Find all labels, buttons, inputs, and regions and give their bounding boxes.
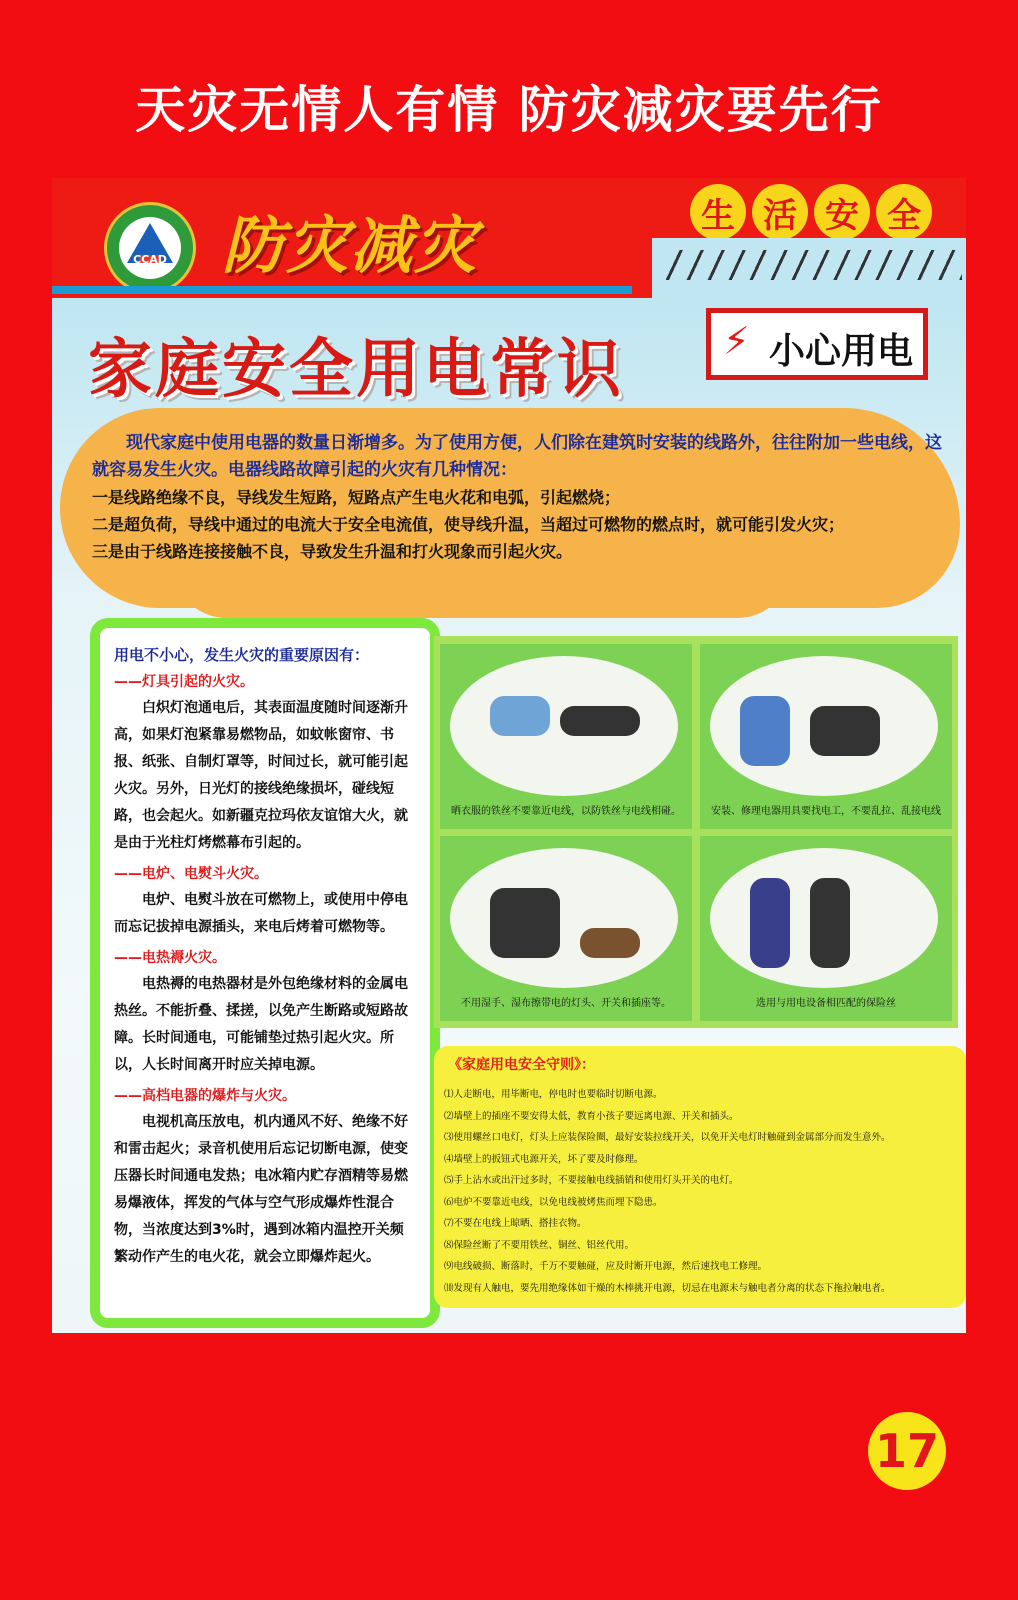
- fire-causes-content: [114, 644, 414, 1275]
- badge-char: 安: [814, 184, 870, 240]
- rule-item: ⑴人走断电，用毕断电，停电时也要临时切断电源。: [444, 1089, 663, 1100]
- causes-heading: 用电不小心，发生火灾的重要原因有：: [114, 646, 370, 664]
- clothes-shape: [560, 706, 640, 736]
- illustration-caption: 选用与用电设备相匹配的保险丝: [756, 998, 896, 1009]
- appliance-shape: [740, 696, 790, 766]
- badge-char: 全: [876, 184, 932, 240]
- cause-title: ——电炉、电熨斗火灾。: [114, 866, 268, 882]
- life-safety-badges: [690, 184, 950, 240]
- lamp-shape: [580, 928, 640, 958]
- cause-title: ——电热褥火灾。: [114, 950, 226, 966]
- rule-item: ⑹电炉不要靠近电线，以免电线被烤焦而埋下隐患。: [444, 1196, 663, 1208]
- rule-item: ⑽发现有人触电，要先用绝缘体如干燥的木棒挑开电源，切忌在电源未与触电者分离的状态下拖拉触电者。: [444, 1282, 891, 1294]
- safety-rules-box: [434, 1046, 966, 1308]
- divider-bar: [52, 286, 632, 294]
- intro-text-block: [92, 430, 952, 565]
- rules-list: [444, 1084, 956, 1299]
- ccad-logo: [104, 202, 196, 294]
- illustration-electrician: [700, 644, 952, 829]
- badge-char: 生: [690, 184, 746, 240]
- rule-item: ⑻保险丝断了不要用铁丝、铜丝、铝丝代用。: [444, 1239, 635, 1251]
- triangle-icon: [119, 217, 181, 279]
- slogan-header: 天灾无情人有情 防灾减灾要先行: [135, 81, 883, 139]
- rule-item: ⑼电线破损、断落时，千万不要触碰，应及时断开电源，然后速找电工修理。: [444, 1261, 768, 1272]
- illustration-wet-hands: [440, 836, 692, 1021]
- intro-item: 一是线路绝缘不良，导线发生短路，短路点产生电火花和电弧，引起燃烧；: [92, 488, 621, 507]
- illustration-caption: 安装、修理电器用具要找电工，不要乱拉、乱接电线: [711, 806, 941, 817]
- cause-title: ——灯具引起的火灾。: [114, 674, 254, 690]
- illustration-caption: 晒衣服的铁丝不要靠近电线，以防铁丝与电线相碰。: [451, 806, 681, 817]
- cause-body: 电视机高压放电，机内通风不好、绝缘不好和雷击起火；录音机使用后忘记切断电源，使变压器长时间通电发热；电冰箱内贮存酒精等易燃易爆液体，挥发的气体与空气形成爆炸性混合物，当浓度达到3%时，遇到冰箱内温控开关频繁动作产生的电火花，就会立即爆炸起火。: [114, 1114, 408, 1265]
- person-shape: [810, 878, 850, 968]
- person-shape: [490, 888, 560, 958]
- cause-body: 电热褥的电热器材是外包绝缘材料的金属电热丝。不能折叠、揉搓，以免产生断路或短路故障。长时间通电，可能铺垫过热引起火灾。所以，人长时间离开时应关掉电源。: [114, 976, 408, 1073]
- illustration-oval: [450, 848, 678, 988]
- person-shape: [750, 878, 790, 968]
- illustration-fuse: [700, 836, 952, 1021]
- illustration-caption: 不用湿手、湿布擦带电的灯头、开关和插座等。: [461, 998, 671, 1009]
- rule-item: ⑶使用螺丝口电灯，灯头上应装保险圈，最好安装拉线开关，以免开关电灯时触碰到金属部分而发生意外。: [444, 1132, 891, 1143]
- fire-causes-box: [90, 618, 440, 1328]
- lightning-icon: ⚡: [723, 319, 750, 363]
- intro-paragraph: 现代家庭中使用电器的数量日渐增多。为了使用方便，人们除在建筑时安装的线路外，往往附加一些电线，这就容易发生火灾。电器线路故障引起的火灾有几种情况：: [92, 433, 942, 480]
- illustration-clothesline: [440, 644, 692, 829]
- rule-item: ⑷墙壁上的扳钮式电源开关，坏了要及时修理。: [444, 1153, 644, 1165]
- intro-item: 三是由于线路连接接触不良，导致发生升温和打火现象而引起火灾。: [92, 542, 573, 561]
- cart-shape: [490, 696, 550, 736]
- cause-body: 白炽灯泡通电后，其表面温度随时间逐渐升高，如果灯泡紧靠易燃物品，如蚊帐窗帘、书报、纸张、自制灯罩等，时间过长，就可能引起火灾。另外，日光灯的接线绝缘损坏，碰线短路，也会起火。如新疆克拉玛依友谊馆大火，就是由于光柱灯烤燃幕布引起的。: [114, 700, 408, 851]
- rule-item: ⑵墙壁上的插座不要安得太低，教育小孩子要远离电源、开关和插头。: [444, 1110, 739, 1122]
- hatch-lines: [662, 250, 962, 280]
- illustration-oval: [710, 656, 938, 796]
- badge-char: 活: [752, 184, 808, 240]
- intro-item: 二是超负荷，导线中通过的电流大于安全电流值，使导线升温，当超过可燃物的燃点时，就可能引发火灾；: [92, 515, 845, 534]
- brand-title: 防灾减灾: [222, 209, 479, 282]
- illustration-grid: [434, 636, 958, 1028]
- page-number: 17: [868, 1412, 946, 1490]
- rule-item: ⑸手上沾水或出汗过多时，不要接触电线插销和使用灯头开关的电灯。: [444, 1175, 739, 1186]
- illustration-oval: [710, 848, 938, 988]
- illustration-oval: [450, 656, 678, 796]
- rules-title: 《家庭用电安全守则》：: [448, 1057, 595, 1073]
- page-title: 家庭安全用电常识: [88, 333, 624, 407]
- cause-title: ——高档电器的爆炸与火灾。: [114, 1088, 296, 1104]
- logo-text: CCAD: [133, 253, 167, 266]
- warning-text: 小心用电: [769, 331, 914, 372]
- cause-body: 电炉、电熨斗放在可燃物上，或使用中停电而忘记拔掉电源插头，来电后烤着可燃物等。: [114, 892, 408, 935]
- warning-sign: [706, 308, 928, 380]
- rule-item: ⑺不要在电线上晾晒、搭挂衣物。: [444, 1218, 587, 1229]
- person-shape: [810, 706, 880, 756]
- poster: [52, 178, 966, 1333]
- logo-emblem: [119, 217, 181, 279]
